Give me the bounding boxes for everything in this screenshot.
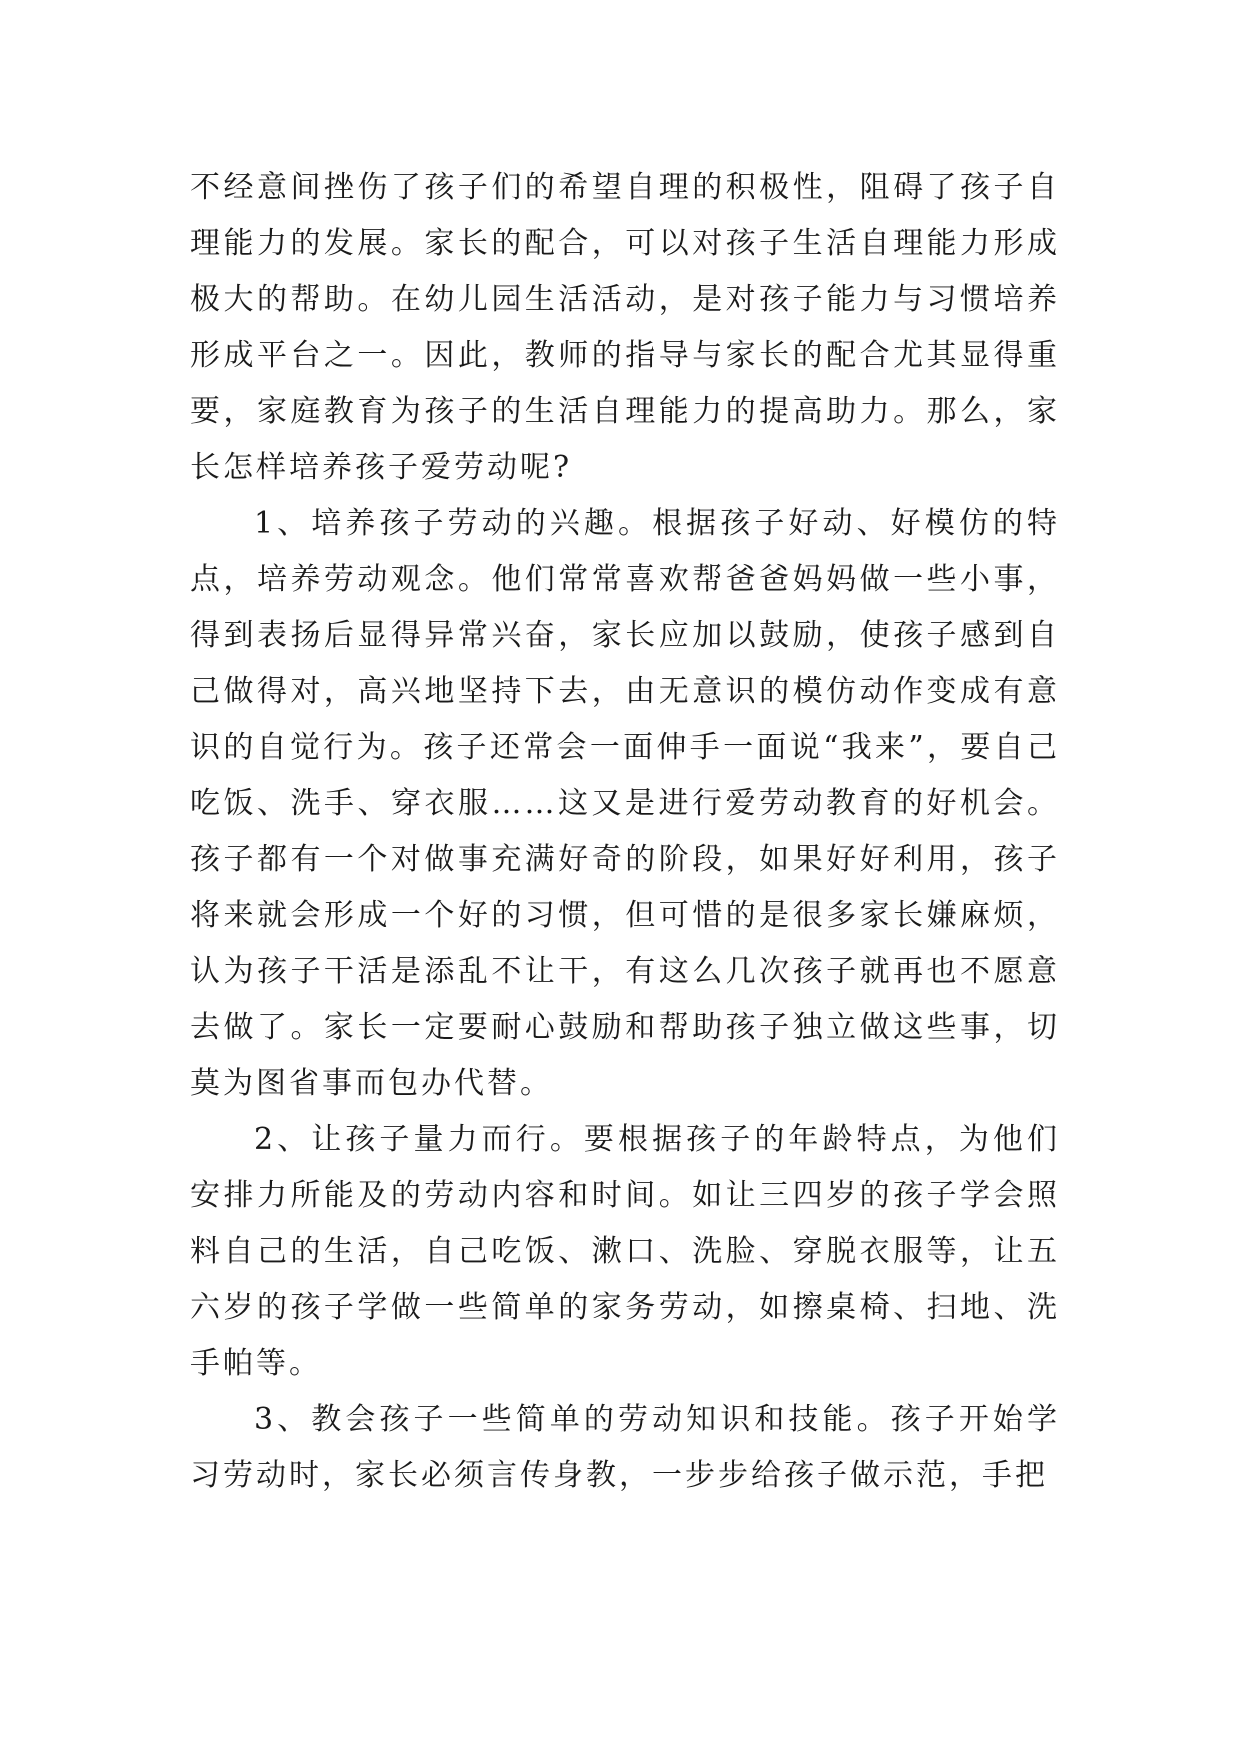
paragraph-point-1: 1、培养孩子劳动的兴趣。根据孩子好动、好模仿的特点，培养劳动观念。他们常常喜欢帮爸爸妈妈做一些小事，得到表扬后显得异常兴奋，家长应加以鼓励，使孩子感到自己做得对，高兴地坚持下去，由无意识的模仿动作变成有意识的自觉行为。孩子还常会一面伸手一面说“我来”，要自己吃饭、洗手、穿衣服……这又是进行爱劳动教育的好机会。孩子都有一个对做事充满好奇的阶段，如果好好利用，孩子将来就会形成一个好的习惯，但可惜的是很多家长嫌麻烦，认为孩子干活是添乱不让干，有这么几次孩子就再也不愿意去做了。家长一定要耐心鼓励和帮助孩子独立做这些事，切莫为图省事而包办代替。 [190, 506, 1060, 1101]
paragraph-point-3: 3、教会孩子一些简单的劳动知识和技能。孩子开始学习劳动时，家长必须言传身教，一步步给孩子做示范，手把 [190, 1402, 1060, 1493]
paragraph-point-2: 2、让孩子量力而行。要根据孩子的年龄特点，为他们安排力所能及的劳动内容和时间。如让三四岁的孩子学会照料自己的生活，自己吃饭、漱口、洗脸、穿脱衣服等，让五六岁的孩子学做一些简单的家务劳动，如擦桌椅、扫地、洗手帕等。 [190, 1122, 1060, 1381]
body-text [190, 160, 1060, 1504]
paragraph-continuation: 不经意间挫伤了孩子们的希望自理的积极性，阻碍了孩子自理能力的发展。家长的配合，可以对孩子生活自理能力形成极大的帮助。在幼儿园生活活动，是对孩子能力与习惯培养形成平台之一。因此，教师的指导与家长的配合尤其显得重要，家庭教育为孩子的生活自理能力的提高助力。那么，家长怎样培养孩子爱劳动呢? [190, 170, 1060, 485]
